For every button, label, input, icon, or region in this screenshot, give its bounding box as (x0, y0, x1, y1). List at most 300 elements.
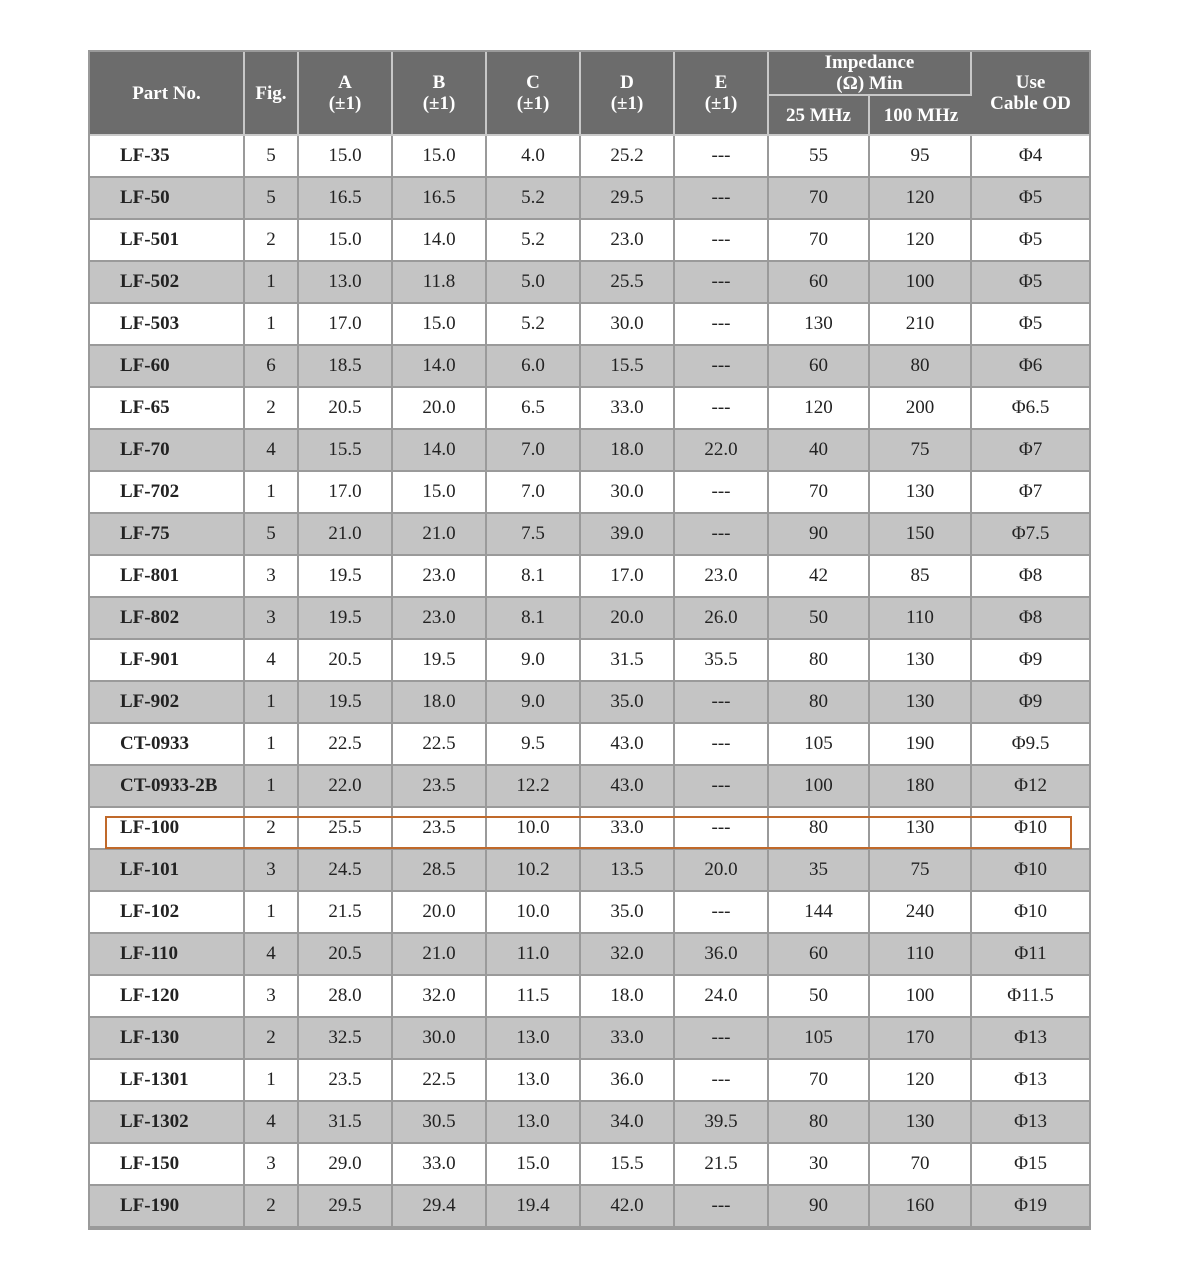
cell-part-no: LF-102 (90, 892, 245, 934)
cell-cable-od: Φ8 (972, 598, 1089, 640)
cell-c: 10.0 (487, 892, 581, 934)
cell-c: 8.1 (487, 556, 581, 598)
cell-e: --- (675, 304, 769, 346)
cell-impedance-25mhz: 80 (769, 1102, 870, 1144)
cell-a: 24.5 (299, 850, 393, 892)
table-row (90, 220, 1089, 262)
table-row (90, 724, 1089, 766)
cell-b: 30.0 (393, 1018, 487, 1060)
cell-b: 19.5 (393, 640, 487, 682)
cell-fig: 1 (245, 472, 299, 514)
cell-impedance-100mhz: 80 (870, 346, 972, 388)
cell-cable-od: Φ5 (972, 262, 1089, 304)
cell-d: 30.0 (581, 304, 675, 346)
cell-a: 25.5 (299, 808, 393, 850)
cell-e: 21.5 (675, 1144, 769, 1186)
table-row (90, 640, 1089, 682)
cell-impedance-25mhz: 50 (769, 976, 870, 1018)
cell-b: 18.0 (393, 682, 487, 724)
cell-impedance-100mhz: 120 (870, 220, 972, 262)
cell-impedance-25mhz: 120 (769, 388, 870, 430)
cell-d: 25.5 (581, 262, 675, 304)
cell-d: 23.0 (581, 220, 675, 262)
cell-impedance-25mhz: 80 (769, 682, 870, 724)
cell-b: 15.0 (393, 472, 487, 514)
cell-impedance-25mhz: 30 (769, 1144, 870, 1186)
cell-fig: 5 (245, 136, 299, 178)
cell-cable-od: Φ7.5 (972, 514, 1089, 556)
cell-a: 13.0 (299, 262, 393, 304)
cell-part-no: LF-120 (90, 976, 245, 1018)
cell-part-no: LF-503 (90, 304, 245, 346)
cell-b: 29.4 (393, 1186, 487, 1228)
cell-e: 26.0 (675, 598, 769, 640)
cell-impedance-100mhz: 110 (870, 598, 972, 640)
table-row (90, 472, 1089, 514)
cell-d: 20.0 (581, 598, 675, 640)
cell-part-no: LF-130 (90, 1018, 245, 1060)
cell-b: 22.5 (393, 1060, 487, 1102)
cell-impedance-100mhz: 150 (870, 514, 972, 556)
cell-d: 17.0 (581, 556, 675, 598)
cell-e: --- (675, 388, 769, 430)
cell-impedance-25mhz: 60 (769, 934, 870, 976)
cell-e: --- (675, 220, 769, 262)
cell-impedance-25mhz: 50 (769, 598, 870, 640)
cell-a: 17.0 (299, 472, 393, 514)
cell-a: 29.5 (299, 1186, 393, 1228)
cell-a: 20.5 (299, 388, 393, 430)
cell-c: 10.0 (487, 808, 581, 850)
cell-impedance-25mhz: 60 (769, 346, 870, 388)
cell-d: 43.0 (581, 766, 675, 808)
cell-part-no: LF-75 (90, 514, 245, 556)
cell-c: 4.0 (487, 136, 581, 178)
cell-cable-od: Φ6 (972, 346, 1089, 388)
table-row (90, 178, 1089, 220)
cell-c: 13.0 (487, 1060, 581, 1102)
cell-cable-od: Φ13 (972, 1102, 1089, 1144)
cell-impedance-25mhz: 70 (769, 1060, 870, 1102)
cell-impedance-100mhz: 95 (870, 136, 972, 178)
cell-e: 35.5 (675, 640, 769, 682)
cell-impedance-100mhz: 130 (870, 1102, 972, 1144)
table-row (90, 136, 1089, 178)
cell-part-no: LF-50 (90, 178, 245, 220)
cell-c: 5.2 (487, 220, 581, 262)
cell-part-no: LF-65 (90, 388, 245, 430)
cell-d: 32.0 (581, 934, 675, 976)
cell-e: --- (675, 892, 769, 934)
cell-cable-od: Φ10 (972, 850, 1089, 892)
cell-a: 32.5 (299, 1018, 393, 1060)
cell-d: 42.0 (581, 1186, 675, 1228)
cell-impedance-25mhz: 105 (769, 724, 870, 766)
cell-impedance-100mhz: 100 (870, 976, 972, 1018)
part-spec-table-container (88, 50, 1087, 1230)
cell-impedance-25mhz: 105 (769, 1018, 870, 1060)
cell-c: 13.0 (487, 1102, 581, 1144)
table-row (90, 598, 1089, 640)
cell-e: 23.0 (675, 556, 769, 598)
cell-a: 29.0 (299, 1144, 393, 1186)
cell-impedance-100mhz: 120 (870, 178, 972, 220)
header-c: C (±1) (487, 52, 581, 136)
cell-impedance-100mhz: 170 (870, 1018, 972, 1060)
cell-b: 23.0 (393, 556, 487, 598)
cell-e: --- (675, 808, 769, 850)
header-impedance-100mhz: 100 MHz (870, 96, 972, 136)
cell-cable-od: Φ7 (972, 430, 1089, 472)
cell-impedance-100mhz: 70 (870, 1144, 972, 1186)
cell-fig: 4 (245, 934, 299, 976)
cell-part-no: LF-150 (90, 1144, 245, 1186)
cell-c: 8.1 (487, 598, 581, 640)
cell-b: 30.5 (393, 1102, 487, 1144)
cell-a: 15.0 (299, 220, 393, 262)
cell-fig: 3 (245, 1144, 299, 1186)
cell-e: 20.0 (675, 850, 769, 892)
part-spec-table (88, 50, 1091, 1230)
cell-a: 19.5 (299, 598, 393, 640)
cell-cable-od: Φ15 (972, 1144, 1089, 1186)
table-row (90, 976, 1089, 1018)
cell-impedance-25mhz: 144 (769, 892, 870, 934)
cell-e: 24.0 (675, 976, 769, 1018)
cell-part-no: LF-60 (90, 346, 245, 388)
cell-b: 28.5 (393, 850, 487, 892)
cell-c: 9.0 (487, 682, 581, 724)
cell-part-no: LF-802 (90, 598, 245, 640)
cell-fig: 6 (245, 346, 299, 388)
cell-c: 7.0 (487, 472, 581, 514)
cell-b: 16.5 (393, 178, 487, 220)
cell-a: 16.5 (299, 178, 393, 220)
cell-b: 21.0 (393, 934, 487, 976)
table-row (90, 1018, 1089, 1060)
cell-d: 36.0 (581, 1060, 675, 1102)
cell-e: --- (675, 472, 769, 514)
cell-b: 15.0 (393, 304, 487, 346)
cell-e: 22.0 (675, 430, 769, 472)
header-impedance: Impedance (Ω) Min (769, 52, 972, 96)
cell-impedance-100mhz: 130 (870, 640, 972, 682)
cell-b: 14.0 (393, 430, 487, 472)
cell-impedance-100mhz: 160 (870, 1186, 972, 1228)
table-row (90, 808, 1089, 850)
cell-impedance-25mhz: 70 (769, 220, 870, 262)
cell-d: 35.0 (581, 682, 675, 724)
table-row (90, 262, 1089, 304)
table-row (90, 766, 1089, 808)
cell-c: 5.2 (487, 178, 581, 220)
cell-d: 34.0 (581, 1102, 675, 1144)
cell-a: 17.0 (299, 304, 393, 346)
header-impedance-25mhz: 25 MHz (769, 96, 870, 136)
cell-impedance-100mhz: 110 (870, 934, 972, 976)
cell-impedance-25mhz: 42 (769, 556, 870, 598)
table-row (90, 1060, 1089, 1102)
cell-a: 31.5 (299, 1102, 393, 1144)
cell-part-no: LF-70 (90, 430, 245, 472)
cell-e: --- (675, 262, 769, 304)
cell-cable-od: Φ10 (972, 808, 1089, 850)
cell-fig: 2 (245, 220, 299, 262)
table-row (90, 934, 1089, 976)
cell-impedance-100mhz: 180 (870, 766, 972, 808)
cell-e: 39.5 (675, 1102, 769, 1144)
cell-part-no: LF-702 (90, 472, 245, 514)
cell-b: 14.0 (393, 346, 487, 388)
table-header (90, 52, 1089, 136)
cell-part-no: LF-190 (90, 1186, 245, 1228)
cell-a: 19.5 (299, 556, 393, 598)
cell-c: 7.5 (487, 514, 581, 556)
cell-fig: 1 (245, 682, 299, 724)
cell-fig: 4 (245, 1102, 299, 1144)
cell-part-no: CT-0933 (90, 724, 245, 766)
cell-a: 21.5 (299, 892, 393, 934)
cell-e: 36.0 (675, 934, 769, 976)
cell-c: 6.5 (487, 388, 581, 430)
cell-c: 9.5 (487, 724, 581, 766)
cell-cable-od: Φ19 (972, 1186, 1089, 1228)
cell-cable-od: Φ9.5 (972, 724, 1089, 766)
cell-b: 21.0 (393, 514, 487, 556)
cell-part-no: CT-0933-2B (90, 766, 245, 808)
cell-fig: 1 (245, 892, 299, 934)
cell-e: --- (675, 682, 769, 724)
cell-d: 33.0 (581, 1018, 675, 1060)
cell-impedance-100mhz: 100 (870, 262, 972, 304)
header-e: E (±1) (675, 52, 769, 136)
cell-b: 20.0 (393, 892, 487, 934)
cell-c: 7.0 (487, 430, 581, 472)
header-part-no: Part No. (90, 52, 245, 136)
cell-a: 28.0 (299, 976, 393, 1018)
cell-a: 22.5 (299, 724, 393, 766)
cell-fig: 1 (245, 1060, 299, 1102)
cell-d: 30.0 (581, 472, 675, 514)
cell-fig: 5 (245, 178, 299, 220)
cell-c: 11.5 (487, 976, 581, 1018)
header-d: D (±1) (581, 52, 675, 136)
cell-fig: 2 (245, 388, 299, 430)
cell-cable-od: Φ13 (972, 1018, 1089, 1060)
cell-d: 43.0 (581, 724, 675, 766)
cell-cable-od: Φ4 (972, 136, 1089, 178)
cell-impedance-25mhz: 100 (769, 766, 870, 808)
cell-b: 32.0 (393, 976, 487, 1018)
cell-d: 35.0 (581, 892, 675, 934)
cell-impedance-25mhz: 80 (769, 640, 870, 682)
cell-fig: 5 (245, 514, 299, 556)
cell-impedance-100mhz: 130 (870, 472, 972, 514)
cell-fig: 4 (245, 640, 299, 682)
cell-e: --- (675, 1060, 769, 1102)
header-a: A (±1) (299, 52, 393, 136)
cell-impedance-100mhz: 120 (870, 1060, 972, 1102)
cell-impedance-25mhz: 80 (769, 808, 870, 850)
cell-e: --- (675, 178, 769, 220)
cell-d: 33.0 (581, 808, 675, 850)
cell-part-no: LF-901 (90, 640, 245, 682)
table-row (90, 388, 1089, 430)
table-row (90, 1102, 1089, 1144)
cell-cable-od: Φ12 (972, 766, 1089, 808)
cell-part-no: LF-1301 (90, 1060, 245, 1102)
cell-a: 22.0 (299, 766, 393, 808)
cell-b: 23.5 (393, 766, 487, 808)
cell-e: --- (675, 766, 769, 808)
cell-a: 15.0 (299, 136, 393, 178)
cell-cable-od: Φ10 (972, 892, 1089, 934)
cell-c: 6.0 (487, 346, 581, 388)
cell-b: 33.0 (393, 1144, 487, 1186)
table-row (90, 304, 1089, 346)
cell-part-no: LF-902 (90, 682, 245, 724)
cell-d: 25.2 (581, 136, 675, 178)
cell-impedance-25mhz: 130 (769, 304, 870, 346)
cell-b: 14.0 (393, 220, 487, 262)
table-row (90, 682, 1089, 724)
cell-cable-od: Φ9 (972, 640, 1089, 682)
cell-fig: 2 (245, 1018, 299, 1060)
cell-impedance-25mhz: 70 (769, 178, 870, 220)
cell-impedance-100mhz: 130 (870, 808, 972, 850)
table-row (90, 850, 1089, 892)
cell-a: 20.5 (299, 934, 393, 976)
cell-cable-od: Φ5 (972, 220, 1089, 262)
cell-fig: 1 (245, 766, 299, 808)
cell-fig: 1 (245, 724, 299, 766)
cell-part-no: LF-35 (90, 136, 245, 178)
cell-cable-od: Φ11 (972, 934, 1089, 976)
cell-fig: 1 (245, 262, 299, 304)
cell-d: 33.0 (581, 388, 675, 430)
cell-impedance-100mhz: 130 (870, 682, 972, 724)
cell-a: 21.0 (299, 514, 393, 556)
cell-fig: 3 (245, 598, 299, 640)
table-row (90, 346, 1089, 388)
table-row (90, 514, 1089, 556)
cell-cable-od: Φ9 (972, 682, 1089, 724)
cell-a: 19.5 (299, 682, 393, 724)
cell-fig: 2 (245, 808, 299, 850)
cell-fig: 1 (245, 304, 299, 346)
cell-b: 23.5 (393, 808, 487, 850)
cell-impedance-100mhz: 240 (870, 892, 972, 934)
cell-c: 19.4 (487, 1186, 581, 1228)
cell-part-no: LF-502 (90, 262, 245, 304)
cell-a: 20.5 (299, 640, 393, 682)
cell-c: 9.0 (487, 640, 581, 682)
cell-impedance-100mhz: 200 (870, 388, 972, 430)
table-row (90, 892, 1089, 934)
cell-c: 11.0 (487, 934, 581, 976)
header-b: B (±1) (393, 52, 487, 136)
cell-e: --- (675, 136, 769, 178)
cell-e: --- (675, 1186, 769, 1228)
cell-fig: 2 (245, 1186, 299, 1228)
cell-impedance-25mhz: 40 (769, 430, 870, 472)
table-row (90, 1186, 1089, 1228)
table-row (90, 556, 1089, 598)
cell-part-no: LF-110 (90, 934, 245, 976)
cell-d: 18.0 (581, 976, 675, 1018)
cell-fig: 3 (245, 850, 299, 892)
cell-b: 22.5 (393, 724, 487, 766)
cell-d: 18.0 (581, 430, 675, 472)
cell-c: 15.0 (487, 1144, 581, 1186)
cell-b: 11.8 (393, 262, 487, 304)
cell-d: 29.5 (581, 178, 675, 220)
cell-cable-od: Φ6.5 (972, 388, 1089, 430)
cell-cable-od: Φ8 (972, 556, 1089, 598)
cell-part-no: LF-101 (90, 850, 245, 892)
cell-impedance-25mhz: 90 (769, 1186, 870, 1228)
cell-impedance-100mhz: 210 (870, 304, 972, 346)
cell-cable-od: Φ13 (972, 1060, 1089, 1102)
cell-cable-od: Φ5 (972, 178, 1089, 220)
cell-impedance-25mhz: 70 (769, 472, 870, 514)
cell-impedance-25mhz: 90 (769, 514, 870, 556)
table-row (90, 430, 1089, 472)
header-use-cable-od: Use Cable OD (972, 52, 1089, 136)
cell-part-no: LF-501 (90, 220, 245, 262)
cell-a: 18.5 (299, 346, 393, 388)
cell-cable-od: Φ5 (972, 304, 1089, 346)
cell-b: 15.0 (393, 136, 487, 178)
cell-c: 5.2 (487, 304, 581, 346)
cell-c: 13.0 (487, 1018, 581, 1060)
cell-d: 15.5 (581, 346, 675, 388)
cell-fig: 4 (245, 430, 299, 472)
cell-cable-od: Φ7 (972, 472, 1089, 514)
cell-b: 20.0 (393, 388, 487, 430)
cell-cable-od: Φ11.5 (972, 976, 1089, 1018)
cell-e: --- (675, 514, 769, 556)
cell-part-no: LF-1302 (90, 1102, 245, 1144)
table-row (90, 1144, 1089, 1186)
cell-c: 12.2 (487, 766, 581, 808)
cell-impedance-100mhz: 85 (870, 556, 972, 598)
cell-e: --- (675, 1018, 769, 1060)
cell-e: --- (675, 346, 769, 388)
cell-impedance-25mhz: 35 (769, 850, 870, 892)
cell-impedance-100mhz: 190 (870, 724, 972, 766)
cell-d: 13.5 (581, 850, 675, 892)
cell-c: 10.2 (487, 850, 581, 892)
cell-impedance-25mhz: 60 (769, 262, 870, 304)
cell-d: 39.0 (581, 514, 675, 556)
cell-c: 5.0 (487, 262, 581, 304)
cell-a: 23.5 (299, 1060, 393, 1102)
cell-a: 15.5 (299, 430, 393, 472)
cell-part-no: LF-801 (90, 556, 245, 598)
cell-fig: 3 (245, 556, 299, 598)
header-fig: Fig. (245, 52, 299, 136)
cell-fig: 3 (245, 976, 299, 1018)
cell-b: 23.0 (393, 598, 487, 640)
cell-d: 15.5 (581, 1144, 675, 1186)
cell-impedance-25mhz: 55 (769, 136, 870, 178)
cell-impedance-100mhz: 75 (870, 430, 972, 472)
cell-impedance-100mhz: 75 (870, 850, 972, 892)
cell-e: --- (675, 724, 769, 766)
table-body (90, 136, 1089, 1228)
cell-d: 31.5 (581, 640, 675, 682)
